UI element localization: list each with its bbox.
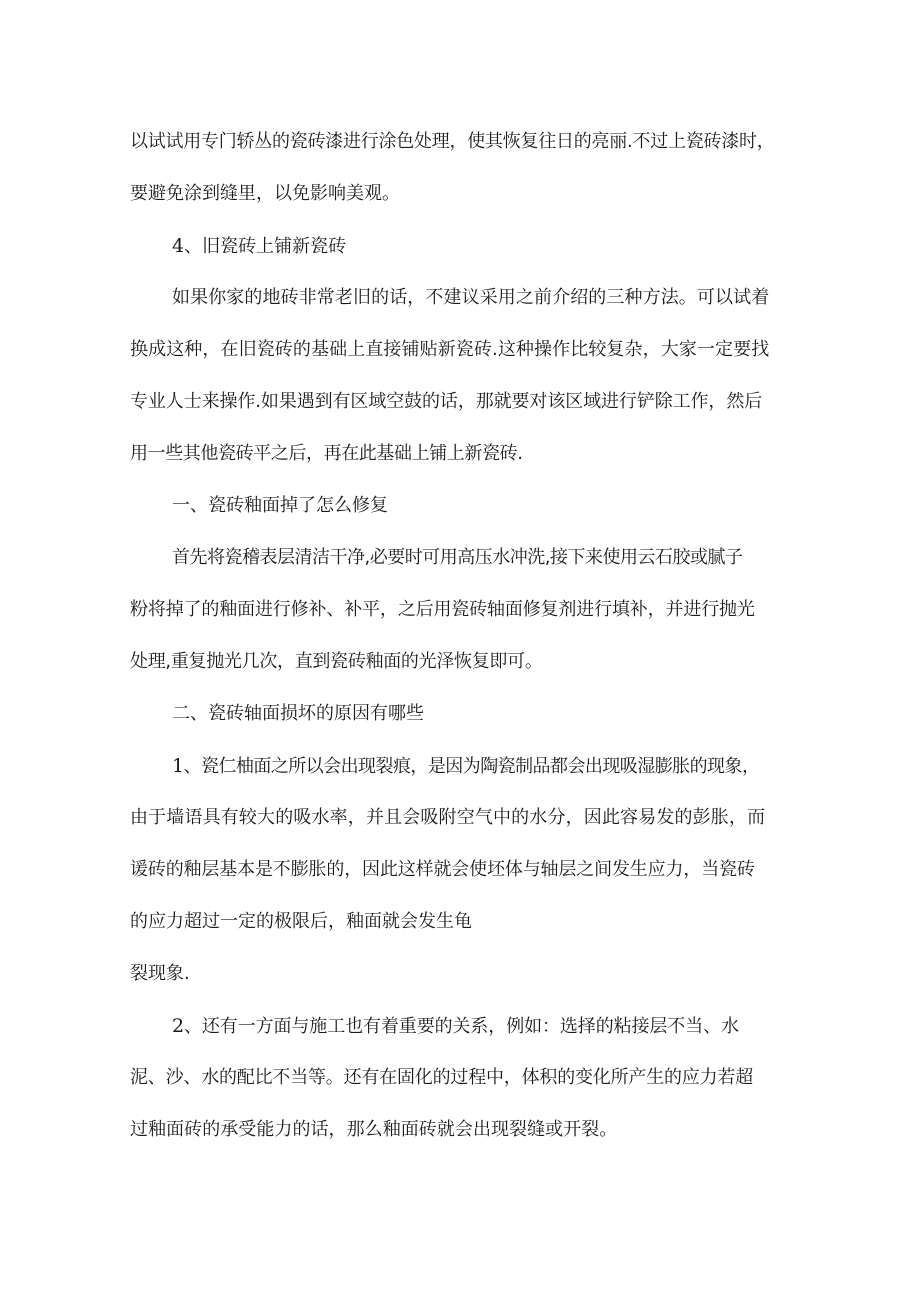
heading-number: 4: [172, 235, 185, 257]
item-number: 1: [172, 755, 184, 777]
item-number: 2: [172, 1015, 184, 1037]
paragraph-line: 换成这种，在旧瓷砖的基础上直接铺贴新瓷砖.这种操作比较复杂，大家一定要找: [130, 339, 770, 360]
paragraph-line: 的应力超过一定的极限后，釉面就会发生龟: [130, 911, 472, 932]
paragraph-line: 以试试用专门轿丛的瓷砖漆进行涂色处理，使其恢复往日的亮丽.不过上瓷砖漆时，: [130, 131, 775, 152]
section-heading-4: [172, 233, 346, 259]
section-heading-one: 一、瓷砖釉面掉了怎么修复: [172, 495, 388, 516]
paragraph-line: 专业人士来操作.如果遇到有区域空鼓的话，那就要对该区域进行铲除工作，然后: [130, 391, 763, 412]
paragraph-line: 如果你家的地砖非常老旧的话，不建议采用之前介绍的三种方法。可以试着: [172, 287, 770, 308]
paragraph-line: 粉将掉了的釉面进行修补、补平，之后用瓷砖轴面修复剂进行填补，并进行抛光: [130, 599, 755, 620]
paragraph-line: 首先将瓷稽表层清洁干净,必要时可用高压水冲洗,接下来使用云石胶或腻子: [172, 547, 743, 568]
paragraph-line: 谖砖的釉层基本是不膨胀的，因此这样就会使坯体与轴层之间发生应力，当瓷砖: [130, 859, 755, 880]
paragraph-line: 泥、沙、水的配比不当等。还有在固化的过程中，体积的变化所产生的应力若超: [130, 1067, 753, 1088]
heading-text: 、旧瓷砖上铺新瓷砖: [184, 236, 347, 257]
paragraph-line: [172, 753, 759, 779]
section-heading-two: 二、瓷砖轴面损坏的原因有哪些: [172, 703, 424, 724]
item-text: 、瓷仁柚面之所以会出现裂痕，是因为陶瓷制品都会出现吸湿膨胀的现象，: [183, 756, 760, 777]
paragraph-line: 由于墙语具有较大的吸水率，并且会吸附空气中的水分，因此容易发的彭胀，而: [130, 807, 766, 828]
paragraph-line: 裂现象.: [130, 963, 190, 984]
paragraph-line: [172, 1013, 739, 1039]
item-text: 、还有一方面与施工也有着重要的关系，例如：选择的粘接层不当、水: [184, 1016, 739, 1037]
paragraph-line: 要避免涂到缝里，以免影响美观。: [130, 183, 400, 204]
paragraph-line: 处理,重复抛光几次，直到瓷砖釉面的光泽恢复即可。: [130, 651, 543, 672]
paragraph-line: 用一些其他瓷砖平之后，再在此基础上铺上新瓷砖.: [130, 443, 523, 464]
paragraph-line: 过釉面砖的承受能力的话，那么釉面砖就会出现裂缝或开裂。: [130, 1119, 618, 1140]
